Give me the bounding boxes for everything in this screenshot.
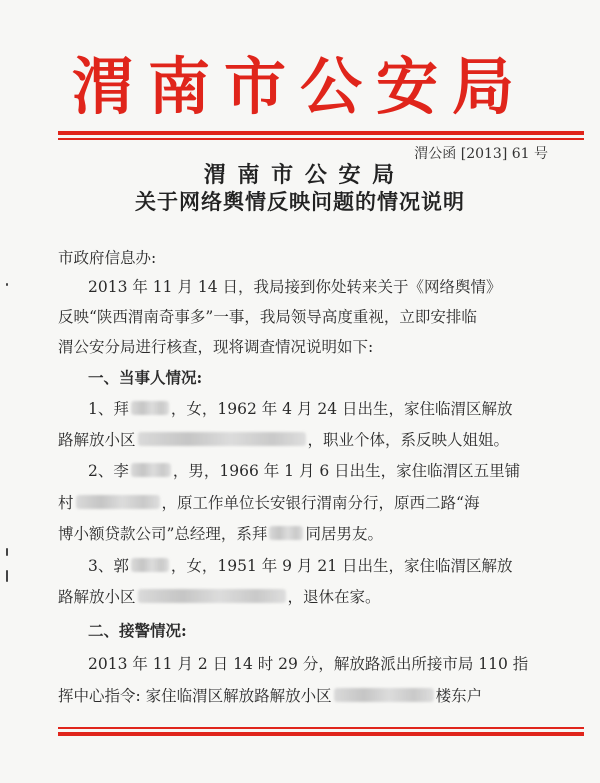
paragraph-line bbox=[58, 684, 482, 706]
paragraph-line bbox=[88, 554, 513, 576]
header-rule-thin bbox=[58, 138, 584, 140]
redacted-blur bbox=[334, 688, 434, 702]
section-heading-2: 二、接警情况: bbox=[88, 621, 187, 640]
text-fragment: 楼东户 bbox=[435, 687, 483, 705]
document-title-line2: 关于网络舆情反映问题的情况说明 bbox=[135, 189, 465, 214]
scan-mark bbox=[6, 283, 8, 286]
redacted-blur bbox=[131, 558, 169, 572]
paragraph-line bbox=[58, 428, 509, 450]
text-fragment: 路解放小区 bbox=[58, 588, 136, 606]
letterhead-title: 渭南市公安局 bbox=[71, 50, 528, 123]
redacted-blur bbox=[138, 589, 286, 603]
scan-mark bbox=[6, 548, 8, 556]
redacted-blur bbox=[138, 432, 306, 446]
paragraph-line bbox=[58, 491, 479, 513]
text-fragment: ，女，1951 年 9 月 21 日出生，家住临渭区解放 bbox=[170, 557, 513, 575]
redacted-blur bbox=[131, 401, 169, 415]
redacted-blur bbox=[76, 495, 160, 509]
text-fragment: 1、拜 bbox=[88, 400, 129, 418]
text-fragment: 村 bbox=[58, 494, 74, 512]
text-fragment: ，退休在家。 bbox=[287, 588, 381, 606]
paragraph-line bbox=[88, 397, 513, 419]
redacted-blur bbox=[131, 463, 171, 477]
text-fragment: 3、郭 bbox=[88, 557, 129, 575]
scan-mark bbox=[6, 570, 8, 582]
text-fragment: 路解放小区 bbox=[58, 431, 136, 449]
section-heading-1: 一、当事人情况: bbox=[88, 368, 203, 387]
document-title-line1: 渭 南 市 公 安 局 bbox=[203, 162, 397, 188]
paragraph-line bbox=[58, 522, 383, 544]
text-fragment: ，原工作单位长安银行渭南分行，原西二路“海 bbox=[161, 494, 480, 512]
paragraph-line bbox=[58, 585, 381, 607]
paragraph-line: 2013 年 11 月 14 日，我局接到你处转来关于《网络舆情》 bbox=[88, 278, 502, 296]
text-fragment: 同居男友。 bbox=[305, 525, 383, 543]
text-fragment: ，职业个体，系反映人姐姐。 bbox=[307, 431, 510, 449]
text-fragment: 挥中心指令: 家住临渭区解放路解放小区 bbox=[58, 687, 332, 705]
text-fragment: 2、李 bbox=[88, 462, 129, 480]
text-fragment: 博小额贷款公司”总经理，系拜 bbox=[58, 525, 268, 543]
document-number: 渭公函 [2013] 61 号 bbox=[414, 146, 548, 162]
header-rule-thick bbox=[58, 131, 584, 135]
paragraph-line bbox=[88, 459, 520, 481]
footer-rule-thick bbox=[58, 732, 584, 736]
footer-rule-thin bbox=[58, 727, 584, 729]
paragraph-line: 渭公安分局进行核查，现将调查情况说明如下: bbox=[58, 338, 374, 356]
redacted-blur bbox=[269, 526, 303, 540]
text-fragment: ，男，1966 年 1 月 6 日出生，家住临渭区五里铺 bbox=[172, 462, 521, 480]
text-fragment: ，女，1962 年 4 月 24 日出生，家住临渭区解放 bbox=[170, 400, 513, 418]
salutation: 市政府信息办: bbox=[58, 249, 157, 267]
paragraph-line: 2013 年 11 月 2 日 14 时 29 分，解放路派出所接市局 110 指 bbox=[88, 655, 529, 673]
paragraph-line: 反映“陕西渭南奇事多”一事，我局领导高度重视，立即安排临 bbox=[58, 308, 477, 326]
